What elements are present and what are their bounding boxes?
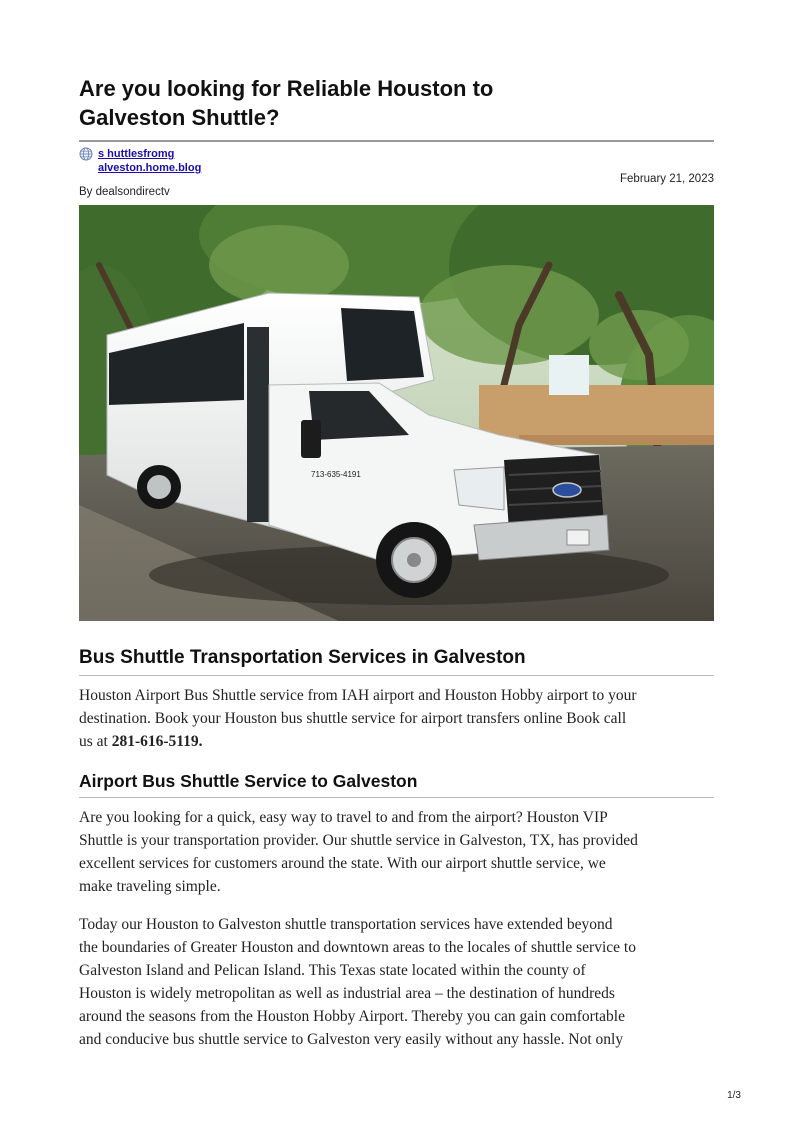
- byline: By dealsondirectv: [79, 186, 170, 198]
- section-heading-airport-shuttle: Airport Bus Shuttle Service to Galveston: [79, 771, 714, 798]
- section-paragraph: Today our Houston to Galveston shuttle transportation services have extended beyond the boundaries of Greater Houston and downtown areas to the locales of shuttle service to Galveston Island and Pelican Island. This Texas state located within the county of Houston is widely metropolitan as well as industrial area – the destination of hundreds around the seasons from the Houston Hobby Airport. Thereby you can gain comfortable and conducive bus shuttle service to Galveston very easily without any hassle. Not only: [79, 916, 636, 1048]
- title-divider: [79, 140, 714, 142]
- bus-phone-text: 713-635-4191: [311, 470, 361, 479]
- section-paragraph: [79, 684, 719, 753]
- section-paragraph: Are you looking for a quick, easy way to travel to and from the airport? Houston VIP Shuttle is your transportation provider. Our shuttle service in Galveston, TX, has provided excellent services for customers around the state. With our airport shuttle service, we make traveling simple.: [79, 809, 638, 895]
- publish-date: February 21, 2023: [620, 173, 714, 185]
- source-link[interactable]: s huttlesfromg alveston.home.blog: [98, 148, 202, 174]
- article-title: Are you looking for Reliable Houston to Galveston Shuttle?: [79, 76, 494, 130]
- page-number: 1/3: [727, 1090, 741, 1101]
- paragraph-text: Houston Airport Bus Shuttle service from IAH airport and Houston Hobby airport to your destination. Book your Houston bus shuttle service for airport transfers online Book call us at: [79, 687, 637, 750]
- phone-number: 281-616-5119.: [111, 733, 203, 750]
- section-heading-bus-shuttle: Bus Shuttle Transportation Services in Galveston: [79, 647, 714, 676]
- globe-icon: [79, 147, 93, 161]
- shuttle-bus-photo: [79, 205, 714, 621]
